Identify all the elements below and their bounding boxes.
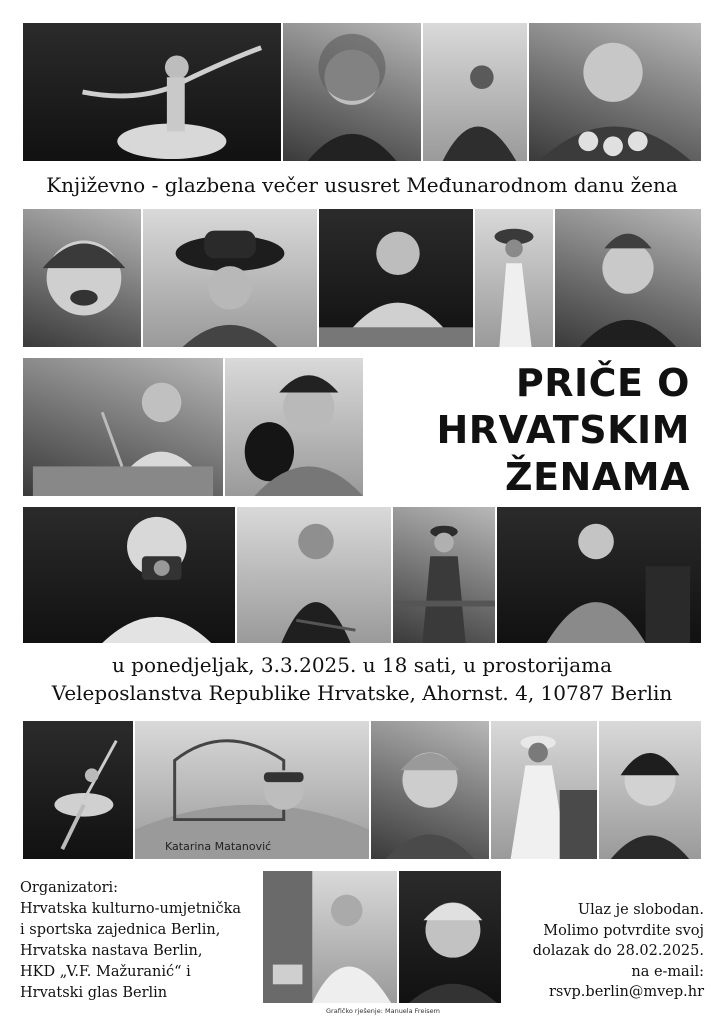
title-line-3: ŽENAMA xyxy=(505,455,690,499)
photo-woman-in-armchair xyxy=(496,506,702,644)
photo-woman-smiling-portrait xyxy=(598,720,702,860)
photo-woman-with-cat xyxy=(224,357,364,497)
photo-woman-with-camera xyxy=(22,506,236,644)
photo-woman-laughing xyxy=(22,208,142,348)
photo-woman-red-hair xyxy=(282,22,422,162)
photo-woman-large-hat xyxy=(142,208,318,348)
rsvp-email-link[interactable]: rsvp.berlin@mvep.hr xyxy=(548,984,704,1000)
rsvp-line: dolazak do 28.02.2025. xyxy=(532,943,704,959)
photo-ballerina-arabesque xyxy=(22,720,134,860)
rsvp-line: Molimo potvrdite svoj xyxy=(543,922,704,939)
organizer-line: Hrvatska kulturno-umjetnička xyxy=(20,901,242,917)
photo-woman-white-dress xyxy=(474,208,554,348)
organizers-heading: Organizatori: xyxy=(20,880,119,896)
rsvp-line: na e-mail: xyxy=(631,963,704,980)
photo-woman-garden-seated xyxy=(490,720,598,860)
photo-ballerina-dancing xyxy=(22,22,282,162)
photo-woman-artist-brushes xyxy=(236,506,392,644)
photo-woman-at-table xyxy=(318,208,474,348)
organizer-line: i sportska zajednica Berlin, xyxy=(20,922,221,938)
photo-athlete-medals xyxy=(528,22,702,162)
photo-woman-portrait-vintage xyxy=(554,208,702,348)
photo-woman-short-hair xyxy=(370,720,490,860)
organizer-line: Hrvatski glas Berlin xyxy=(20,985,168,1001)
rsvp-line: Ulaz je slobodan. xyxy=(577,902,704,918)
title-line-2: HRVATSKIM xyxy=(436,408,690,452)
photo-pilot-in-cockpit xyxy=(134,720,370,860)
event-subtitle: Književno - glazbena večer ususret Međunarodnom danu žena xyxy=(46,173,678,197)
photo-elderly-woman-portrait xyxy=(398,870,502,1004)
photo-woman-at-podium xyxy=(22,357,224,497)
page-title xyxy=(380,360,690,501)
design-credit: Grafičko rješenje: Manuela Freisem xyxy=(326,1007,440,1015)
photo-caption: Katarina Matanović xyxy=(165,840,272,853)
organizers-block xyxy=(20,878,270,1004)
event-venue-line: Veleposlanstva Republike Hrvatske, Ahornst. 4, 10787 Berlin xyxy=(51,681,673,705)
event-date-line: u ponedjeljak, 3.3.2025. u 18 sati, u prostorijama xyxy=(111,653,613,677)
rsvp-block xyxy=(504,900,704,1003)
organizer-line: Hrvatska nastava Berlin, xyxy=(20,943,203,959)
photo-woman-on-balcony xyxy=(392,506,496,644)
photo-woman-at-bookshelf xyxy=(262,870,398,1004)
title-line-1: PRIČE O xyxy=(515,361,690,405)
organizer-line: HKD „V.F. Mažuranić“ i xyxy=(20,964,191,980)
photo-woman-seated-vintage xyxy=(422,22,528,162)
